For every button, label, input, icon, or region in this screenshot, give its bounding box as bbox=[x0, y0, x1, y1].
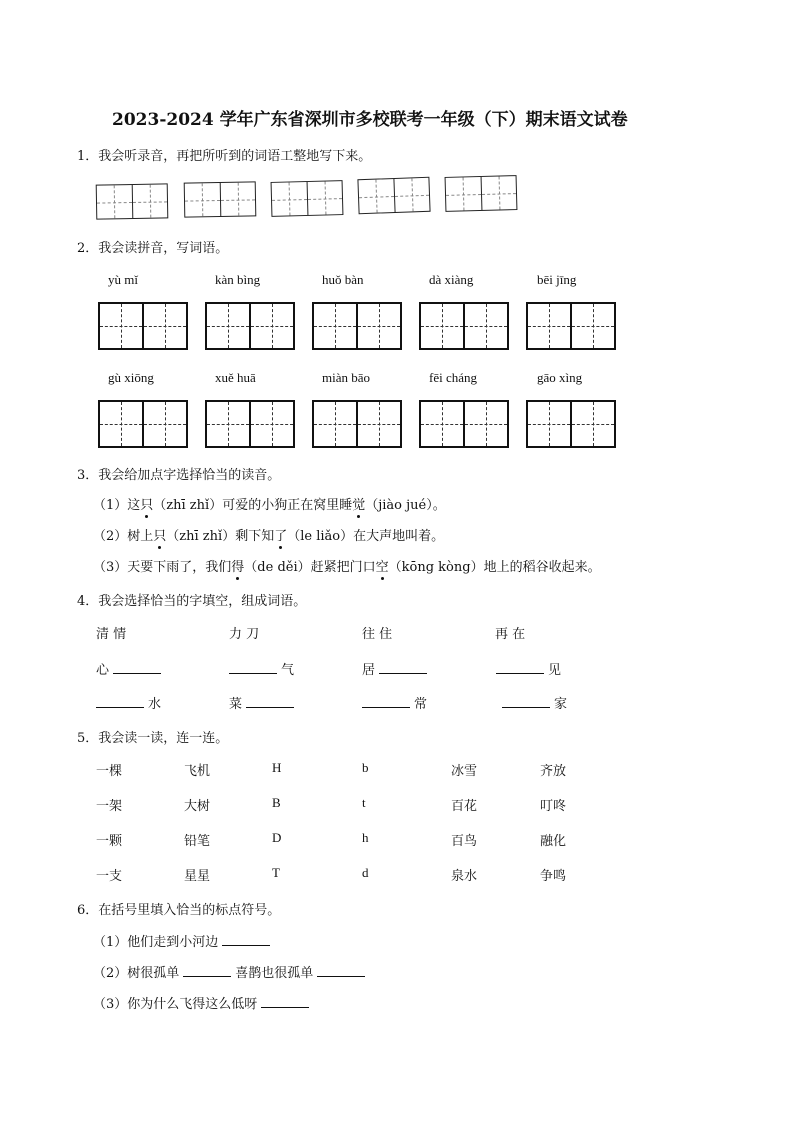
writing-box[interactable] bbox=[357, 177, 430, 214]
match-item[interactable]: D bbox=[272, 830, 282, 845]
text: 气 bbox=[281, 663, 295, 678]
match-item[interactable]: 一棵 bbox=[96, 764, 123, 779]
writing-box[interactable] bbox=[445, 175, 518, 212]
pinyin: huǒ bàn bbox=[322, 272, 364, 287]
pinyin: dà xiàng bbox=[429, 272, 474, 287]
dotted-char: 只 bbox=[153, 525, 166, 544]
question-2-label: 2．我会读拼音，写词语。 bbox=[77, 241, 229, 256]
answer-box[interactable] bbox=[205, 400, 295, 448]
question-1-label: 1．我会听录音，再把所听到的词语工整地写下来。 bbox=[77, 149, 372, 164]
dotted-char: 空 bbox=[376, 556, 389, 575]
pinyin: gāo xìng bbox=[537, 370, 583, 385]
pinyin: kàn bìng bbox=[215, 272, 261, 287]
text: （1）这 bbox=[93, 498, 141, 513]
question-6-label: 6．在括号里填入恰当的标点符号。 bbox=[77, 903, 281, 918]
fill-word bbox=[362, 659, 431, 678]
text: 见 bbox=[548, 663, 562, 678]
text: 居 bbox=[362, 663, 376, 678]
answer-box[interactable] bbox=[98, 302, 188, 350]
blank[interactable] bbox=[246, 695, 294, 708]
answer-box[interactable] bbox=[419, 302, 509, 350]
match-item[interactable]: 一颗 bbox=[96, 834, 123, 849]
pinyin: gù xiōng bbox=[108, 370, 154, 385]
sentence-3 bbox=[93, 556, 601, 575]
text: （le liǎo）在大声地叫着。 bbox=[287, 529, 445, 544]
blank[interactable] bbox=[362, 695, 410, 708]
match-item[interactable]: 飞机 bbox=[184, 764, 211, 779]
match-item[interactable]: t bbox=[362, 795, 366, 810]
fill-word bbox=[358, 693, 427, 712]
match-item[interactable]: H bbox=[272, 760, 282, 775]
fill-word bbox=[492, 659, 561, 678]
fill-word bbox=[92, 693, 161, 712]
match-item[interactable]: 冰雪 bbox=[451, 764, 478, 779]
text: 喜鹊也很孤单 bbox=[235, 966, 314, 981]
text: （kōng kòng）地上的稻谷收起来。 bbox=[388, 560, 601, 575]
blank[interactable] bbox=[96, 695, 144, 708]
dotted-char: 了 bbox=[274, 525, 287, 544]
text: 水 bbox=[148, 697, 162, 712]
match-item[interactable]: d bbox=[362, 865, 369, 880]
fill-word bbox=[229, 693, 298, 712]
sentence-2 bbox=[93, 525, 444, 544]
blank[interactable] bbox=[317, 964, 365, 977]
text: （zhī zhǐ）剩下知 bbox=[166, 529, 275, 544]
sentence-1 bbox=[93, 494, 446, 513]
match-item[interactable]: T bbox=[272, 865, 280, 880]
pinyin: bēi jīng bbox=[537, 272, 577, 287]
char-pair: 往 住 bbox=[362, 627, 393, 642]
text: （de děi）赶紧把门口 bbox=[244, 560, 376, 575]
char-pair: 力 刀 bbox=[229, 627, 260, 642]
match-item[interactable]: 齐放 bbox=[540, 764, 567, 779]
match-item[interactable]: 百花 bbox=[451, 799, 478, 814]
fill-word bbox=[96, 659, 165, 678]
text: （zhī zhǐ）可爱的小狗正在窝里睡 bbox=[153, 498, 353, 513]
char-pair: 再 在 bbox=[495, 627, 526, 642]
dotted-char: 只 bbox=[140, 494, 153, 513]
match-item[interactable]: 一支 bbox=[96, 869, 123, 884]
blank[interactable] bbox=[113, 661, 161, 674]
text: （3）你为什么飞得这么低呀 bbox=[93, 997, 258, 1012]
answer-box[interactable] bbox=[526, 400, 616, 448]
dotted-char: 觉 bbox=[352, 494, 365, 513]
writing-box[interactable] bbox=[96, 183, 169, 219]
blank[interactable] bbox=[379, 661, 427, 674]
match-item[interactable]: 百鸟 bbox=[451, 834, 478, 849]
text: （3）天要下雨了，我们 bbox=[93, 560, 232, 575]
answer-box[interactable] bbox=[98, 400, 188, 448]
answer-box[interactable] bbox=[526, 302, 616, 350]
text: 家 bbox=[554, 697, 568, 712]
match-item[interactable]: b bbox=[362, 760, 369, 775]
text: （1）他们走到小河边 bbox=[93, 935, 219, 950]
page-title: 2023-2024 学年广东省深圳市多校联考一年级（下）期末语文试卷 bbox=[112, 110, 628, 130]
text: （2）树很孤单 bbox=[93, 966, 180, 981]
answer-box[interactable] bbox=[312, 400, 402, 448]
blank[interactable] bbox=[261, 995, 309, 1008]
text: 菜 bbox=[229, 697, 243, 712]
match-item[interactable]: 叮咚 bbox=[540, 799, 567, 814]
punct-sentence-3 bbox=[93, 993, 313, 1012]
pinyin: fēi cháng bbox=[429, 370, 478, 385]
pinyin: xuě huā bbox=[215, 370, 256, 385]
match-item[interactable]: 大树 bbox=[184, 799, 211, 814]
match-item[interactable]: 铅笔 bbox=[184, 834, 211, 849]
match-item[interactable]: 星星 bbox=[184, 869, 211, 884]
text: 心 bbox=[96, 663, 110, 678]
match-item[interactable]: 融化 bbox=[540, 834, 567, 849]
char-pair: 清 情 bbox=[96, 627, 127, 642]
pinyin: miàn bāo bbox=[322, 370, 371, 385]
answer-box[interactable] bbox=[312, 302, 402, 350]
fill-word bbox=[225, 659, 294, 678]
blank[interactable] bbox=[222, 933, 270, 946]
match-item[interactable]: h bbox=[362, 830, 369, 845]
dotted-char: 得 bbox=[231, 556, 244, 575]
answer-box[interactable] bbox=[419, 400, 509, 448]
question-3-label: 3．我会给加点字选择恰当的读音。 bbox=[77, 468, 281, 483]
text: 常 bbox=[414, 697, 428, 712]
writing-box[interactable] bbox=[184, 181, 257, 217]
text: （jiào jué）。 bbox=[365, 498, 446, 513]
blank[interactable] bbox=[229, 661, 277, 674]
blank[interactable] bbox=[183, 964, 231, 977]
blank[interactable] bbox=[502, 695, 550, 708]
match-item[interactable]: 一架 bbox=[96, 799, 123, 814]
writing-box[interactable] bbox=[271, 180, 344, 217]
punct-sentence-2 bbox=[93, 962, 369, 981]
pinyin: yù mǐ bbox=[108, 272, 138, 287]
question-5-label: 5．我会读一读，连一连。 bbox=[77, 731, 229, 746]
match-item[interactable]: 泉水 bbox=[451, 869, 478, 884]
text: （2）树上 bbox=[93, 529, 154, 544]
match-item[interactable]: B bbox=[272, 795, 281, 810]
blank[interactable] bbox=[496, 661, 544, 674]
question-4-label: 4．我会选择恰当的字填空，组成词语。 bbox=[77, 594, 307, 609]
fill-word bbox=[498, 693, 567, 712]
answer-box[interactable] bbox=[205, 302, 295, 350]
match-item[interactable]: 争鸣 bbox=[540, 869, 567, 884]
punct-sentence-1 bbox=[93, 931, 274, 950]
